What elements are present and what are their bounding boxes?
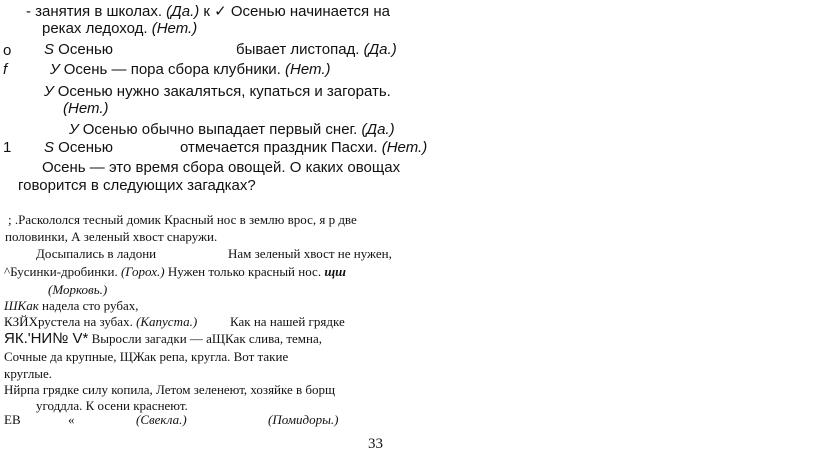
riddle-line-6: ШКак надела сто рубах, [4,298,139,313]
text-line-3: S Осенью [44,41,114,58]
text-line-6: (Нет.) [63,100,109,117]
text-line-9: Осень — это время сбора овощей. О каких овощах [42,159,401,176]
margin-mark: 1 [3,139,12,156]
riddle-line-7: КЗЙХрустела на зубах. (Капуста.) [4,314,198,329]
riddle-line-13b: « [68,412,75,427]
riddle-line-7b: Как на нашей грядке [230,314,345,329]
riddle-line-3b: Нам зеленый хвост не нужен, [228,246,392,261]
riddle-line-12: угоддла. К осени краснеют. [36,398,188,413]
text-line-2: реках ледоход. (Нет.) [42,20,198,37]
page-number: 33 [368,436,383,452]
riddle-line-13a: ЕВ [4,412,21,427]
text-line-3b: бывает листопад. (Да.) [236,41,397,58]
text-line-5: У Осенью нужно закаляться, купаться и загорать. [44,83,391,100]
margin-mark: о [3,42,12,59]
riddle-line-10: круглые. [4,366,53,381]
answer-pomidory: (Помидоры.) [268,412,339,427]
text-line-7: У Осенью обычно выпадает первый снег. (Да.) [69,121,395,138]
riddle-line-4: ^Бусинки-дробинки. (Горох.) Нужен только красный нос. щш [4,264,346,279]
riddle-line-2: половинки, А зеленый хвост снаружи. [5,229,218,244]
riddle-line-11: Нйрпа грядке силу копила, Летом зеленеют, хозяйке в борщ [4,382,336,397]
text-line-1: - занятия в школах. (Да.) к ✓ Осенью начинается на [26,3,390,20]
answer-svekla: (Свекла.) [136,412,187,427]
riddle-line-3a: Досыпались в ладони [36,246,157,261]
riddle-line-8: ЯК.'НИ№ V* Выросли загадки — аЩКак слива, темна, [4,330,322,347]
text-line-8: S Осенью [44,139,114,156]
text-line-10: говорится в следующих загадках? [18,177,256,194]
margin-mark: f [3,61,8,78]
riddle-line-1: ; .Раскололся тесный домик Красный нос в землю врос, я р две [8,212,357,227]
text-line-8b: отмечается праздник Пасхи. (Нет.) [180,139,428,156]
riddle-line-5: (Морковь.) [48,282,108,297]
text-line-4: У Осень — пора сбора клубники. (Нет.) [50,61,331,78]
riddle-line-9: Сочные да крупные, ЩЖак репа, кругла. Вот такие [4,349,289,364]
